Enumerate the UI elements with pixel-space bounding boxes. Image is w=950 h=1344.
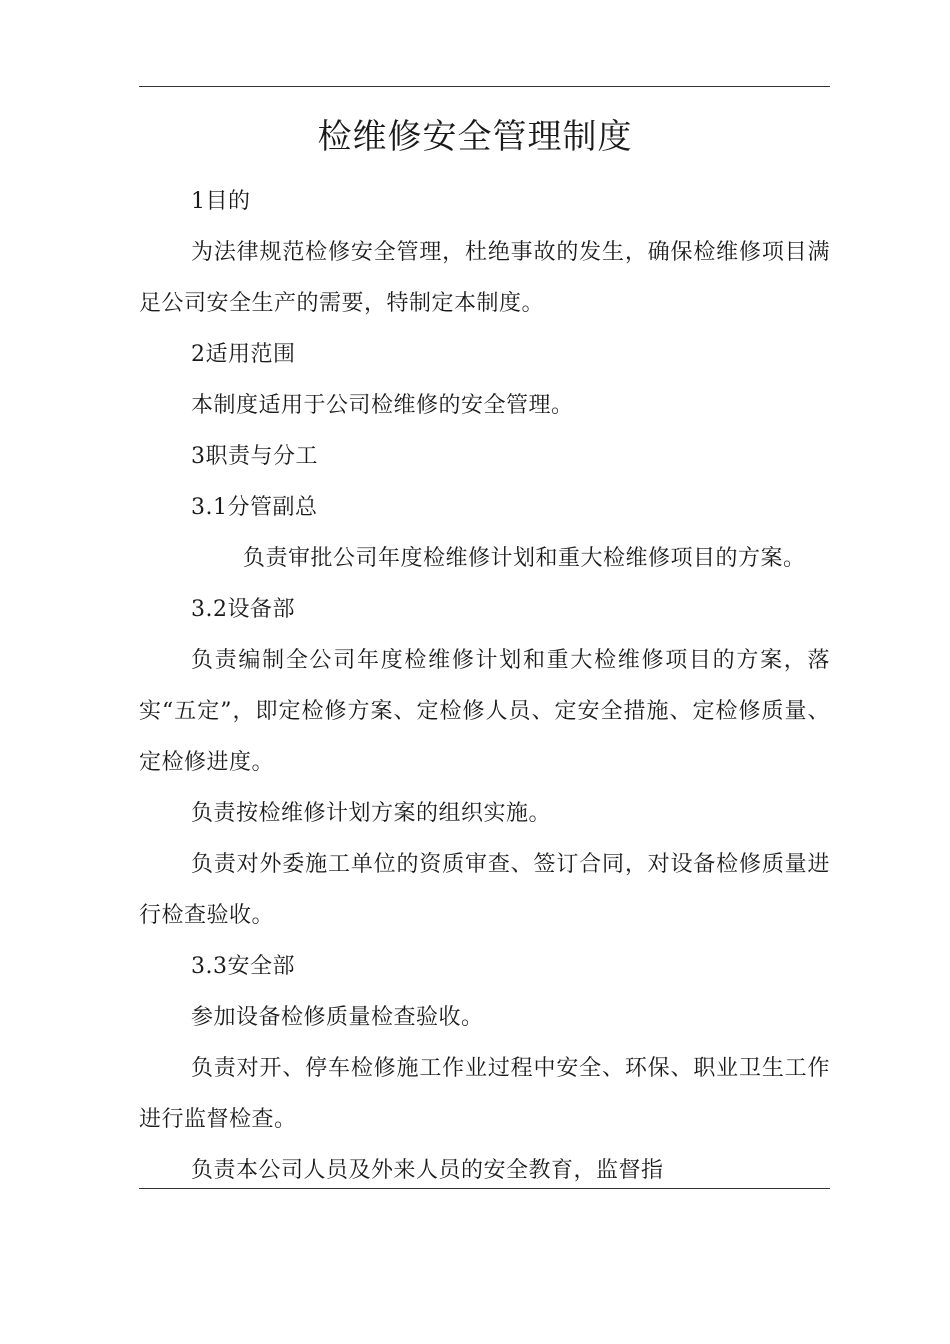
section-heading-scope: 2适用范围 [191, 342, 296, 367]
paragraph-safety-supervision: 负责对开、停车检修施工作业过程中安全、环保、职业卫生工作进行监督检查。 [139, 1056, 830, 1132]
paragraph-equipment-implement: 负责按检维修计划方案的组织实施。 [191, 801, 552, 826]
paragraph-safety-education: 负责本公司人员及外来人员的安全教育，监督指 [191, 1158, 664, 1183]
paragraph-scope: 本制度适用于公司检维修的安全管理。 [191, 393, 574, 418]
footer-rule [139, 1188, 830, 1189]
section-heading-purpose: 1目的 [191, 189, 251, 214]
paragraph-deputy-gm: 负责审批公司年度检维修计划和重大检维修项目的方案。 [243, 546, 806, 571]
document-body [139, 176, 830, 1196]
section-heading-responsibilities: 3职责与分工 [191, 444, 318, 469]
subsection-heading-equipment-dept: 3.2设备部 [191, 597, 295, 622]
paragraph-equipment-contractors: 负责对外委施工单位的资质审查、签订合同，对设备检修质量进行检查验收。 [139, 852, 830, 928]
header-rule [139, 86, 830, 87]
paragraph-safety-inspection: 参加设备检修质量检查验收。 [191, 1005, 484, 1030]
paragraph-equipment-plan: 负责编制全公司年度检维修计划和重大检维修项目的方案，落实“五定”，即定检修方案、定检修人员、定安全措施、定检修质量、定检修进度。 [139, 648, 830, 775]
subsection-heading-deputy-gm: 3.1分管副总 [191, 495, 318, 520]
subsection-heading-safety-dept: 3.3安全部 [191, 954, 295, 979]
paragraph-purpose: 为法律规范检修安全管理，杜绝事故的发生，确保检维修项目满足公司安全生产的需要，特制定本制度。 [139, 240, 830, 316]
document-title: 检维修安全管理制度 [317, 117, 633, 157]
